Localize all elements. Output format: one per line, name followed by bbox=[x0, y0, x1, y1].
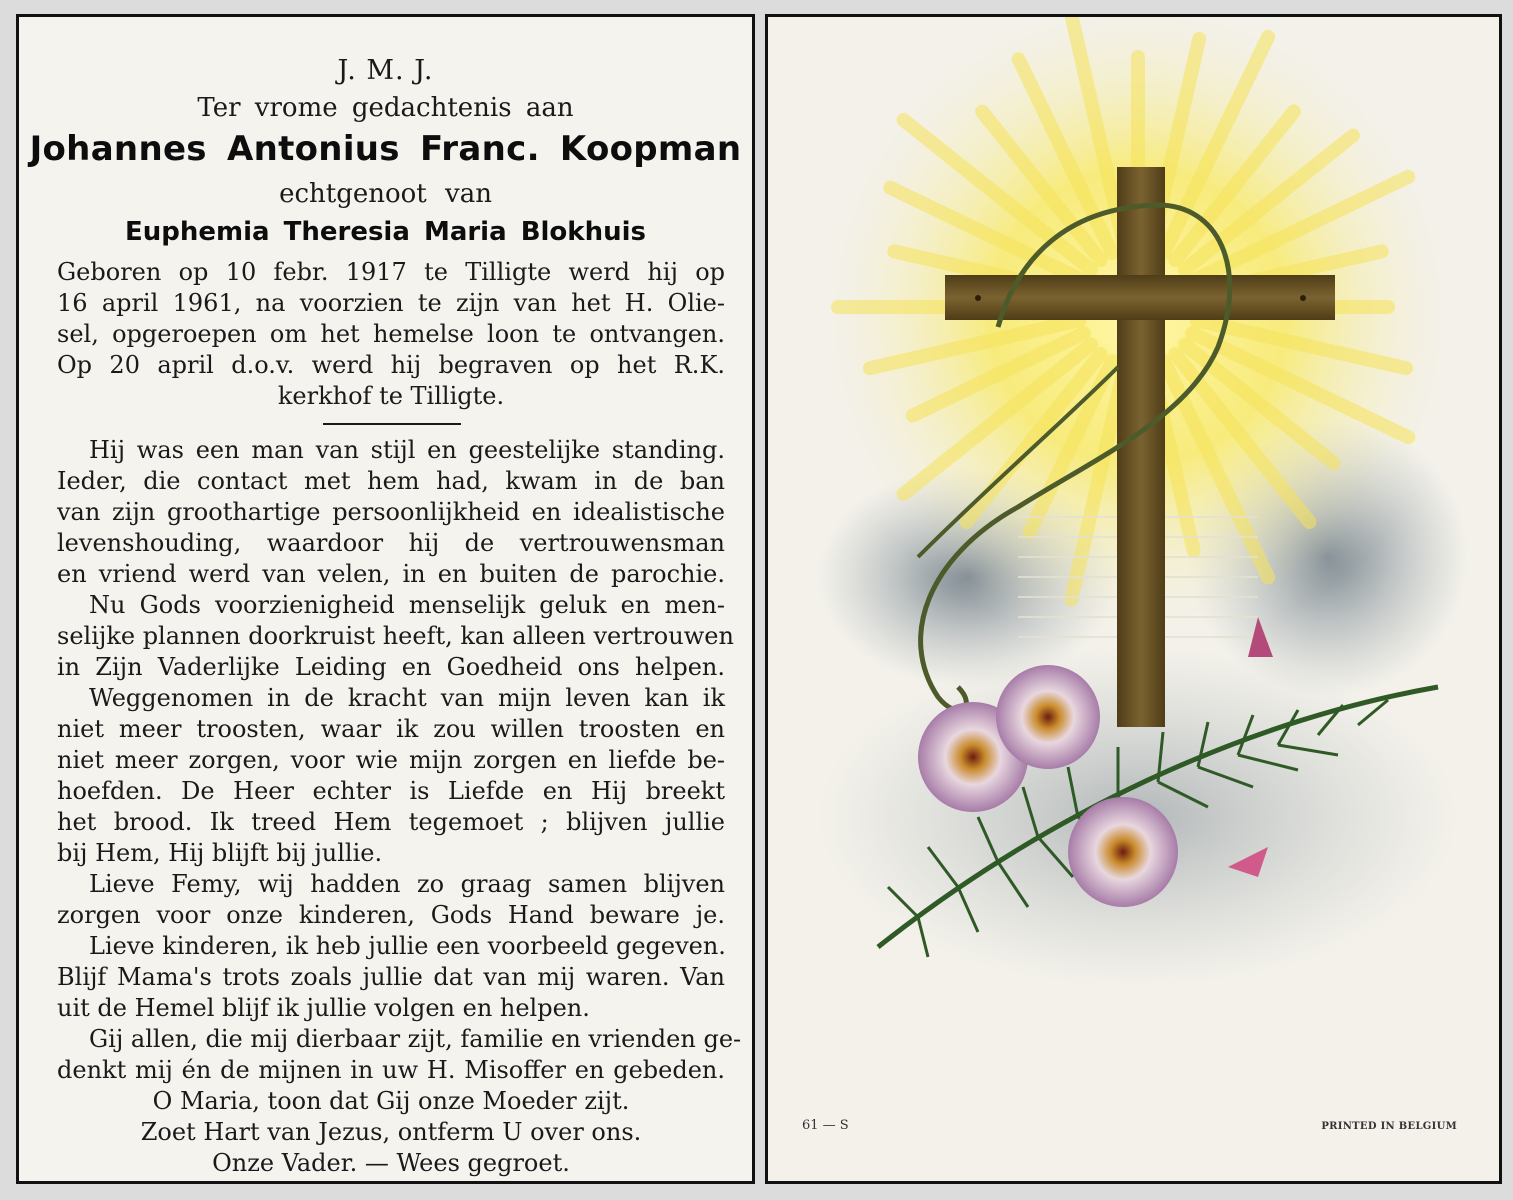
bio-line: 16 april 1961, na voorzien te zijn van het H. Olie- bbox=[57, 289, 725, 317]
bio-line: kerkhof te Tilligte. bbox=[277, 382, 505, 410]
memorial-text bbox=[57, 435, 742, 1179]
text-line: zorgen voor onze kinderen, Gods Hand beware je. bbox=[57, 901, 725, 929]
divider-rule bbox=[323, 423, 461, 425]
text-line: Blijf Mama's trots zoals jullie dat van mij waren. Van bbox=[57, 963, 725, 991]
text-line: bij Hem, Hij blijft bij jullie. bbox=[57, 839, 383, 867]
pansy-bottom bbox=[1068, 797, 1178, 907]
text-line: levenshouding, waardoor hij de vertrouwensman bbox=[57, 529, 725, 557]
bio-line: Geboren op 10 febr. 1917 te Tilligte werd hij op bbox=[57, 258, 725, 286]
spouse-name: Euphemia Theresia Maria Blokhuis bbox=[125, 217, 646, 247]
print-code: 61 — S bbox=[802, 1118, 849, 1133]
memorial-image-card bbox=[765, 14, 1502, 1184]
text-line: Weggenomen in de kracht van mijn leven kan ik bbox=[89, 684, 725, 712]
pansy-top bbox=[996, 665, 1100, 769]
memorial-text-card bbox=[16, 14, 755, 1184]
cross-illustration bbox=[768, 17, 1499, 1181]
prayer-line: O Maria, toon dat Gij onze Moeder zijt. bbox=[152, 1087, 630, 1115]
text-line: denkt mij én de mijnen in uw H. Misoffer en gebeden. bbox=[57, 1056, 725, 1084]
text-line: Hij was een man van stijl en geestelijke standing. bbox=[89, 436, 725, 464]
spouse-label: echtgenoot van bbox=[279, 179, 492, 209]
jmj-header: J. M. J. bbox=[337, 55, 434, 86]
bio-line: Op 20 april d.o.v. werd hij begraven op het R.K. bbox=[57, 351, 725, 379]
deceased-name: Johannes Antonius Franc. Koopman bbox=[29, 129, 742, 169]
text-line: niet meer troosten, waar ik zou willen troosten en bbox=[57, 715, 725, 743]
biography-paragraph bbox=[57, 257, 725, 412]
text-line: hoefden. De Heer echter is Liefde en Hij breekt bbox=[57, 777, 725, 805]
text-line: Lieve kinderen, ik heb jullie een voorbeeld gegeven. bbox=[89, 932, 726, 960]
intro-line: Ter vrome gedachtenis aan bbox=[197, 93, 574, 123]
prayer-line: Onze Vader. — Wees gegroet. bbox=[212, 1149, 570, 1177]
text-line: van zijn groothartige persoonlijkheid en idealistische bbox=[57, 498, 725, 526]
text-line: selijke plannen doorkruist heeft, kan alleen vertrouwen bbox=[57, 622, 734, 650]
bio-line: sel, opgeroepen om het hemelse loon te ontvangen. bbox=[57, 320, 725, 348]
text-line: Gij allen, die mij dierbaar zijt, familie en vrienden ge- bbox=[89, 1025, 742, 1053]
text-line: niet meer zorgen, voor wie mijn zorgen en liefde be- bbox=[57, 746, 725, 774]
text-line: het brood. Ik treed Hem tegemoet ; blijven jullie bbox=[57, 808, 725, 836]
text-line: Ieder, die contact met hem had, kwam in de ban bbox=[57, 467, 725, 495]
text-line: uit de Hemel blijf ik jullie volgen en helpen. bbox=[57, 994, 590, 1022]
printed-in-label: PRINTED IN BELGIUM bbox=[1321, 1121, 1457, 1132]
cross-vertical-beam bbox=[1117, 167, 1165, 727]
text-line: Lieve Femy, wij hadden zo graag samen blijven bbox=[89, 870, 725, 898]
prayer-line: Zoet Hart van Jezus, ontferm U over ons. bbox=[140, 1118, 642, 1146]
text-line: in Zijn Vaderlijke Leiding en Goedheid ons helpen. bbox=[57, 653, 725, 681]
text-line: Nu Gods voorzienigheid menselijk geluk en men- bbox=[89, 591, 725, 619]
text-line: en vriend werd van velen, in en buiten de parochie. bbox=[57, 560, 725, 588]
